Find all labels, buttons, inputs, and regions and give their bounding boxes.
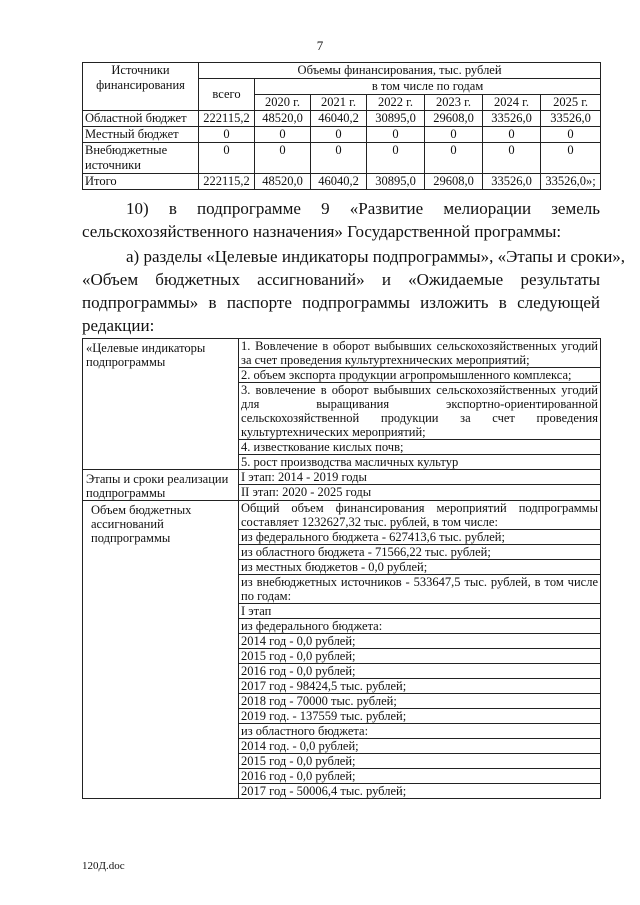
row-value: 33526,0 [483, 174, 541, 190]
list-item: 2015 год - 0,0 рублей; [239, 754, 600, 769]
row-total: 222115,2 [199, 111, 255, 127]
list-item: 2016 год - 0,0 рублей; [239, 664, 600, 679]
year-cell: 2024 г. [483, 95, 541, 111]
list-item: 4. известкование кислых почв; [239, 440, 600, 455]
passport-row-budget [83, 501, 601, 799]
page-number: 7 [316, 38, 324, 53]
row-value: 33526,0»; [541, 174, 601, 190]
table-row [83, 174, 601, 190]
row-value: 0 [311, 143, 367, 174]
list-item: 2015 год - 0,0 рублей; [239, 649, 600, 664]
table-row [83, 111, 601, 127]
list-item: 2017 год - 50006,4 тыс. рублей; [241, 784, 407, 798]
row-value: 46040,2 [311, 174, 367, 190]
row-total: 0 [199, 143, 255, 174]
table-row [83, 127, 601, 143]
list-item: I этап: 2014 - 2019 годы [239, 470, 600, 485]
row-source: Итого [83, 174, 199, 190]
row-label: «Целевые индикаторы подпрограммы [83, 339, 239, 470]
row-value: 0 [367, 143, 425, 174]
year-cell: 2020 г. [255, 95, 311, 111]
row-value: 0 [255, 127, 311, 143]
row-source: Внебюджетные источники [83, 143, 199, 174]
list-item: 2016 год - 0,0 рублей; [239, 769, 600, 784]
list-item: I этап [239, 604, 600, 619]
list-item: из местных бюджетов - 0,0 рублей; [239, 560, 600, 575]
row-label: Объем бюджетных ассигнований подпрограммы [83, 501, 239, 799]
row-value: 46040,2 [311, 111, 367, 127]
row-value: 29608,0 [425, 111, 483, 127]
passport-row-stages [83, 470, 601, 501]
row-value: 0 [311, 127, 367, 143]
header-volume: Объемы финансирования, тыс. рублей [199, 63, 601, 79]
year-cell: 2023 г. [425, 95, 483, 111]
row-source: Областной бюджет [83, 111, 199, 127]
paragraph-line: «Объем бюджетных ассигнований» и «Ожидаемые результаты [82, 270, 600, 289]
list-item: из областного бюджета: [239, 724, 600, 739]
table-row [83, 143, 601, 174]
paragraph-line: а) разделы «Целевые индикаторы подпрограммы», «Этапы и сроки», [126, 247, 626, 266]
list-item: 2014 год. - 0,0 рублей; [239, 739, 600, 754]
row-value: 0 [425, 127, 483, 143]
paragraph-line: подпрограммы» в паспорте подпрограммы изложить в следующей [82, 293, 600, 312]
row-value: 0 [367, 127, 425, 143]
list-item: 2. объем экспорта продукции агропромышленного комплекса; [239, 368, 600, 383]
row-value: 30895,0 [367, 174, 425, 190]
row-value: 33526,0 [483, 111, 541, 127]
row-value: 0 [483, 127, 541, 143]
header-source: Источники финансирования [83, 63, 199, 111]
footer-filename: 120Д.doc [82, 860, 125, 872]
list-item: 2018 год - 70000 тыс. рублей; [239, 694, 600, 709]
year-cell: 2022 г. [367, 95, 425, 111]
row-total: 0 [199, 127, 255, 143]
list-item: Общий объем финансирования мероприятий подпрограммы составляет 1232627,32 тыс. рублей, в том числе: [241, 501, 598, 529]
row-value: 0 [541, 127, 601, 143]
year-cell: 2021 г. [311, 95, 367, 111]
row-source: Местный бюджет [83, 127, 199, 143]
row-value: 0 [425, 143, 483, 174]
paragraph-line: сельскохозяйственного назначения» Государственной программы: [82, 222, 562, 241]
year-cell: 2025 г. [541, 95, 601, 111]
list-item: из федерального бюджета: [239, 619, 600, 634]
paragraph-10 [82, 197, 600, 243]
passport-row-indicators [83, 339, 601, 470]
list-item: из внебюджетных источников - 533647,5 тыс. рублей, в том числе по годам: [241, 575, 598, 603]
row-value: 33526,0 [541, 111, 601, 127]
row-value: 29608,0 [425, 174, 483, 190]
row-value: 0 [255, 143, 311, 174]
row-value: 48520,0 [255, 111, 311, 127]
row-value: 0 [483, 143, 541, 174]
header-by-years: в том числе по годам [255, 79, 601, 95]
row-value: 48520,0 [255, 174, 311, 190]
paragraph-line: 10) в подпрограмме 9 «Развитие мелиорации земель [126, 199, 600, 218]
list-item: 3. вовлечение в оборот выбывших сельскохозяйственных угодий для выращивания экспортно-ориентированной сельскохозяйственной продукции за счет проведения культуртехнических мероприятий; [241, 383, 598, 439]
row-total: 222115,2 [199, 174, 255, 190]
row-value: 0 [541, 143, 601, 174]
list-item: 1. Вовлечение в оборот выбывших сельскохозяйственных угодий за счет проведения культуртехнических мероприятий; [241, 339, 598, 367]
passport-table [82, 338, 601, 799]
row-value: 30895,0 [367, 111, 425, 127]
header-total: всего [199, 79, 255, 111]
list-item: 2014 год - 0,0 рублей; [239, 634, 600, 649]
list-item: 2019 год. - 137559 тыс. рублей; [239, 709, 600, 724]
financing-table [82, 62, 601, 190]
list-item: из федерального бюджета - 627413,6 тыс. рублей; [239, 530, 600, 545]
list-item: II этап: 2020 - 2025 годы [241, 485, 372, 499]
list-item: 2017 год - 98424,5 тыс. рублей; [239, 679, 600, 694]
paragraph-line: редакции: [82, 316, 155, 335]
list-item: из областного бюджета - 71566,22 тыс. рублей; [239, 545, 600, 560]
list-item: 5. рост производства масличных культур [241, 455, 459, 469]
paragraph-a [82, 245, 626, 337]
row-label: Этапы и сроки реализации подпрограммы [83, 470, 239, 501]
